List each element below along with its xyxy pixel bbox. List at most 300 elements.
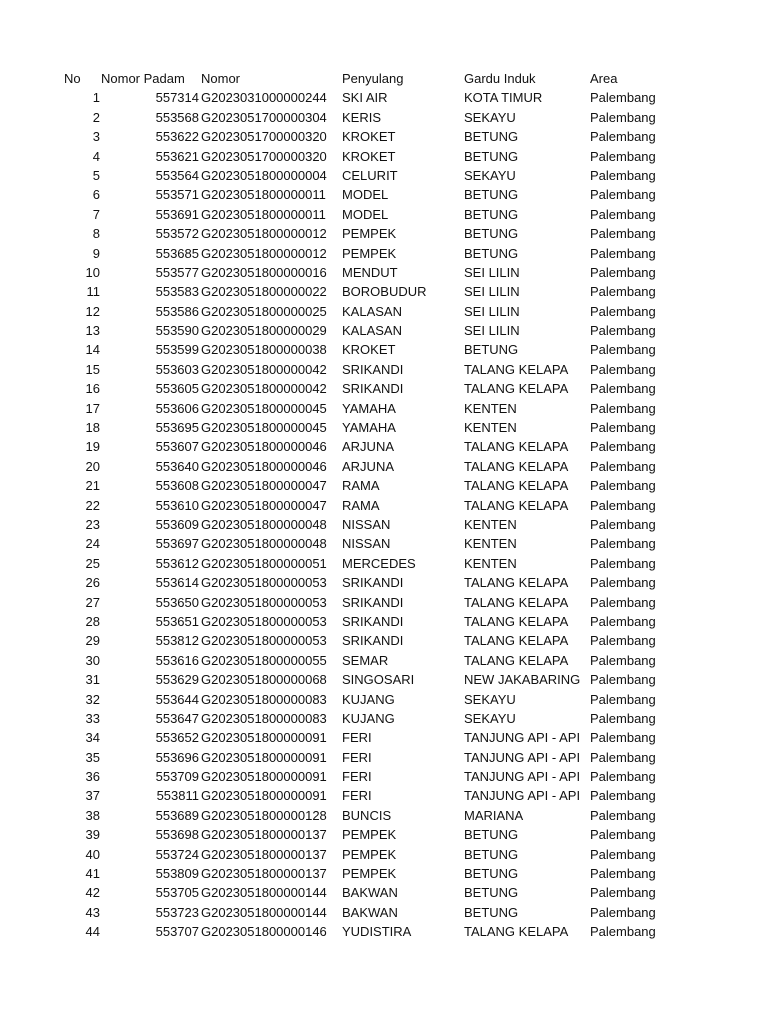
header-nomor-padam: Nomor Padam (101, 71, 185, 86)
cell-no: 16 (85, 381, 100, 397)
cell-gardu-induk: TALANG KELAPA (464, 361, 569, 377)
cell-gardu-induk: TANJUNG API - API (464, 769, 581, 785)
table-row (0, 496, 768, 515)
cell-nomor: G2023051800000016 (201, 264, 327, 280)
cell-gardu-induk: TALANG KELAPA (464, 439, 569, 455)
cell-penyulang: PEMPEK (342, 827, 397, 843)
cell-penyulang: KROKET (342, 148, 396, 164)
cell-area: Palembang (590, 458, 656, 474)
cell-gardu-induk: TALANG KELAPA (464, 613, 569, 629)
cell-no: 39 (85, 827, 100, 843)
table-row (0, 612, 768, 631)
cell-area: Palembang (590, 633, 656, 649)
cell-nomor: G2023051800000038 (201, 342, 327, 358)
cell-no: 1 (92, 90, 100, 106)
cell-nomor: G2023051800000137 (201, 846, 327, 862)
cell-penyulang: BAKWAN (342, 885, 398, 901)
cell-area: Palembang (590, 672, 656, 688)
cell-nomor: G2023051800000029 (201, 323, 327, 339)
cell-nomor: G2023051800000011 (201, 206, 326, 222)
cell-penyulang: SRIKANDI (342, 361, 404, 377)
cell-nomor-padam: 553811 (156, 788, 199, 804)
table-row (0, 748, 768, 767)
cell-no: 10 (85, 264, 100, 280)
cell-area: Palembang (590, 284, 656, 300)
header-gardu-induk: Gardu Induk (464, 71, 536, 86)
cell-nomor-padam: 553640 (155, 458, 199, 474)
cell-area: Palembang (590, 710, 656, 726)
cell-gardu-induk: KENTEN (464, 516, 517, 532)
cell-nomor-padam: 553568 (155, 109, 199, 125)
cell-area: Palembang (590, 478, 656, 494)
cell-nomor-padam: 553621 (155, 148, 199, 164)
table-row (0, 631, 768, 650)
cell-nomor: G2023051800000083 (201, 710, 327, 726)
table-row (0, 457, 768, 476)
cell-nomor: G2023051800000047 (201, 478, 327, 494)
cell-no: 17 (85, 400, 100, 416)
table-row (0, 244, 768, 263)
cell-nomor: G2023051800000091 (201, 749, 327, 765)
cell-nomor: G2023051800000128 (201, 807, 327, 823)
cell-gardu-induk: BETUNG (464, 148, 519, 164)
table-row (0, 340, 768, 359)
cell-nomor-padam: 553705 (155, 885, 199, 901)
outage-table (0, 69, 768, 942)
cell-no: 34 (85, 730, 100, 746)
table-row (0, 166, 768, 185)
cell-area: Palembang (590, 109, 656, 125)
cell-area: Palembang (590, 749, 656, 765)
cell-nomor: G2023051800000004 (201, 167, 327, 183)
cell-gardu-induk: TALANG KELAPA (464, 652, 569, 668)
cell-penyulang: YUDISTIRA (342, 924, 412, 940)
cell-penyulang: KROKET (342, 342, 396, 358)
cell-penyulang: NISSAN (342, 536, 391, 552)
cell-area: Palembang (590, 885, 656, 901)
cell-nomor-padam: 553691 (155, 206, 199, 222)
header-area: Area (590, 71, 618, 86)
cell-gardu-induk: TALANG KELAPA (464, 381, 569, 397)
cell-penyulang: FERI (342, 769, 372, 785)
cell-nomor: G2023051800000022 (201, 284, 327, 300)
table-row (0, 515, 768, 534)
cell-penyulang: YAMAHA (342, 420, 396, 436)
cell-penyulang: MERCEDES (342, 555, 416, 571)
cell-nomor: G2023051800000091 (201, 788, 327, 804)
cell-nomor: G2023051800000011 (201, 187, 326, 203)
cell-nomor: G2023051800000012 (201, 226, 327, 242)
cell-area: Palembang (590, 129, 656, 145)
table-row (0, 883, 768, 902)
cell-no: 38 (85, 807, 100, 823)
cell-penyulang: SRIKANDI (342, 613, 404, 629)
table-row (0, 903, 768, 922)
cell-no: 42 (85, 885, 100, 901)
cell-area: Palembang (590, 904, 656, 920)
cell-nomor-padam: 553809 (155, 866, 199, 882)
table-row (0, 845, 768, 864)
cell-area: Palembang (590, 730, 656, 746)
cell-nomor-padam: 553605 (155, 381, 199, 397)
cell-nomor: G2023051800000091 (201, 769, 327, 785)
table-row (0, 224, 768, 243)
cell-gardu-induk: BETUNG (464, 226, 519, 242)
cell-gardu-induk: KOTA TIMUR (464, 90, 543, 106)
cell-area: Palembang (590, 342, 656, 358)
cell-gardu-induk: TALANG KELAPA (464, 924, 569, 940)
cell-penyulang: BOROBUDUR (342, 284, 427, 300)
cell-nomor-padam: 553647 (155, 710, 199, 726)
cell-nomor-padam: 553607 (155, 439, 199, 455)
header-penyulang: Penyulang (342, 71, 404, 86)
table-row (0, 205, 768, 224)
cell-gardu-induk: KENTEN (464, 420, 517, 436)
cell-area: Palembang (590, 652, 656, 668)
cell-area: Palembang (590, 516, 656, 532)
cell-gardu-induk: TALANG KELAPA (464, 458, 569, 474)
cell-nomor: G2023051800000053 (201, 613, 327, 629)
cell-gardu-induk: NEW JAKABARING (464, 672, 581, 688)
cell-no: 44 (85, 924, 100, 940)
cell-area: Palembang (590, 323, 656, 339)
cell-no: 29 (85, 633, 100, 649)
cell-no: 3 (92, 129, 100, 145)
table-row (0, 670, 768, 689)
cell-area: Palembang (590, 167, 656, 183)
cell-gardu-induk: KENTEN (464, 555, 517, 571)
cell-penyulang: SRIKANDI (342, 575, 404, 591)
cell-nomor-padam: 553606 (155, 400, 199, 416)
cell-no: 22 (85, 497, 100, 513)
cell-area: Palembang (590, 846, 656, 862)
cell-nomor: G2023051800000045 (201, 420, 327, 436)
cell-penyulang: PEMPEK (342, 226, 397, 242)
cell-no: 28 (85, 613, 100, 629)
cell-nomor: G2023051800000051 (201, 555, 327, 571)
cell-area: Palembang (590, 497, 656, 513)
cell-nomor: G2023051800000144 (201, 904, 327, 920)
cell-penyulang: ARJUNA (342, 439, 395, 455)
cell-nomor-padam: 553614 (155, 575, 199, 591)
table-row (0, 147, 768, 166)
cell-area: Palembang (590, 536, 656, 552)
cell-nomor-padam: 553689 (155, 807, 199, 823)
cell-nomor: G2023051800000046 (201, 458, 327, 474)
cell-penyulang: KERIS (342, 109, 382, 125)
cell-nomor: G2023051800000053 (201, 575, 327, 591)
cell-nomor-padam: 553812 (155, 633, 199, 649)
cell-gardu-induk: SEI LILIN (464, 264, 520, 280)
cell-area: Palembang (590, 555, 656, 571)
cell-nomor: G2023051800000053 (201, 633, 327, 649)
cell-gardu-induk: TANJUNG API - API (464, 730, 581, 746)
cell-nomor: G2023051800000012 (201, 245, 327, 261)
cell-nomor-padam: 553564 (155, 167, 199, 183)
cell-penyulang: KALASAN (342, 323, 402, 339)
cell-no: 33 (85, 710, 100, 726)
cell-gardu-induk: SEKAYU (464, 710, 516, 726)
cell-nomor-padam: 553603 (155, 361, 199, 377)
cell-gardu-induk: SEKAYU (464, 691, 516, 707)
cell-nomor: G2023051800000048 (201, 516, 327, 532)
cell-no: 36 (85, 769, 100, 785)
cell-nomor: G2023051800000045 (201, 400, 327, 416)
cell-gardu-induk: BETUNG (464, 342, 519, 358)
cell-no: 18 (85, 420, 100, 436)
cell-nomor-padam: 553685 (155, 245, 199, 261)
cell-area: Palembang (590, 400, 656, 416)
cell-area: Palembang (590, 187, 656, 203)
cell-area: Palembang (590, 575, 656, 591)
cell-nomor: G2023031000000244 (201, 90, 327, 106)
cell-penyulang: FERI (342, 730, 372, 746)
cell-penyulang: KALASAN (342, 303, 402, 319)
cell-no: 31 (85, 672, 100, 688)
cell-no: 26 (85, 575, 100, 591)
cell-nomor-padam: 553622 (155, 129, 199, 145)
cell-no: 37 (85, 788, 100, 804)
cell-penyulang: BUNCIS (342, 807, 392, 823)
cell-no: 15 (85, 361, 100, 377)
cell-gardu-induk: BETUNG (464, 129, 519, 145)
cell-area: Palembang (590, 381, 656, 397)
cell-no: 20 (85, 458, 100, 474)
cell-gardu-induk: SEKAYU (464, 167, 516, 183)
cell-gardu-induk: BETUNG (464, 206, 519, 222)
cell-nomor: G2023051800000046 (201, 439, 327, 455)
cell-area: Palembang (590, 226, 656, 242)
table-row (0, 864, 768, 883)
cell-penyulang: RAMA (342, 478, 380, 494)
table-body (0, 88, 768, 941)
cell-penyulang: MENDUT (342, 264, 398, 280)
cell-nomor: G2023051700000304 (201, 109, 327, 125)
cell-nomor: G2023051700000320 (201, 129, 327, 145)
cell-nomor-padam: 553572 (155, 226, 199, 242)
cell-penyulang: KUJANG (342, 710, 395, 726)
cell-nomor-padam: 553697 (155, 536, 199, 552)
cell-area: Palembang (590, 439, 656, 455)
cell-no: 35 (85, 749, 100, 765)
cell-gardu-induk: TALANG KELAPA (464, 478, 569, 494)
cell-gardu-induk: SEI LILIN (464, 284, 520, 300)
table-row (0, 360, 768, 379)
cell-penyulang: SEMAR (342, 652, 389, 668)
cell-nomor-padam: 553723 (155, 904, 199, 920)
cell-no: 5 (92, 167, 100, 183)
cell-nomor: G2023051800000048 (201, 536, 327, 552)
cell-nomor-padam: 553724 (155, 846, 199, 862)
cell-no: 6 (92, 187, 100, 203)
cell-no: 9 (92, 245, 100, 261)
table-row (0, 418, 768, 437)
cell-no: 12 (85, 303, 100, 319)
cell-area: Palembang (590, 691, 656, 707)
cell-penyulang: MODEL (342, 206, 389, 222)
cell-area: Palembang (590, 827, 656, 843)
cell-nomor-padam: 553696 (155, 749, 199, 765)
cell-nomor-padam: 553650 (155, 594, 199, 610)
cell-penyulang: PEMPEK (342, 846, 397, 862)
cell-penyulang: YAMAHA (342, 400, 396, 416)
table-row (0, 573, 768, 592)
table-row (0, 825, 768, 844)
cell-gardu-induk: BETUNG (464, 885, 519, 901)
cell-nomor-padam: 553652 (155, 730, 199, 746)
cell-penyulang: KROKET (342, 129, 396, 145)
cell-nomor-padam: 553709 (155, 769, 199, 785)
cell-penyulang: CELURIT (342, 167, 398, 183)
cell-gardu-induk: KENTEN (464, 400, 517, 416)
cell-nomor: G2023051800000053 (201, 594, 327, 610)
cell-nomor: G2023051800000083 (201, 691, 327, 707)
cell-gardu-induk: TALANG KELAPA (464, 594, 569, 610)
cell-gardu-induk: BETUNG (464, 827, 519, 843)
cell-penyulang: SKI AIR (342, 90, 388, 106)
cell-gardu-induk: BETUNG (464, 245, 519, 261)
cell-nomor-padam: 553651 (155, 613, 199, 629)
cell-nomor: G2023051800000144 (201, 885, 327, 901)
cell-no: 21 (85, 478, 100, 494)
table-row (0, 476, 768, 495)
cell-penyulang: BAKWAN (342, 904, 398, 920)
cell-gardu-induk: BETUNG (464, 846, 519, 862)
cell-nomor: G2023051800000146 (201, 924, 327, 940)
table-row (0, 302, 768, 321)
cell-area: Palembang (590, 206, 656, 222)
cell-nomor-padam: 553590 (155, 323, 199, 339)
table-row (0, 593, 768, 612)
cell-area: Palembang (590, 361, 656, 377)
cell-gardu-induk: TANJUNG API - API (464, 788, 581, 804)
cell-penyulang: SRIKANDI (342, 594, 404, 610)
cell-nomor-padam: 553644 (155, 691, 199, 707)
table-row (0, 651, 768, 670)
cell-gardu-induk: TALANG KELAPA (464, 497, 569, 513)
cell-no: 2 (92, 109, 100, 125)
table-row (0, 922, 768, 941)
cell-area: Palembang (590, 613, 656, 629)
cell-nomor-padam: 553707 (155, 924, 199, 940)
table-row (0, 282, 768, 301)
table-row (0, 767, 768, 786)
cell-area: Palembang (590, 924, 656, 940)
cell-nomor-padam: 553609 (155, 516, 199, 532)
cell-nomor-padam: 553577 (155, 264, 199, 280)
cell-nomor-padam: 553586 (155, 303, 199, 319)
cell-penyulang: SRIKANDI (342, 381, 404, 397)
cell-penyulang: FERI (342, 749, 372, 765)
cell-gardu-induk: TANJUNG API - API (464, 749, 581, 765)
cell-no: 11 (86, 284, 100, 300)
cell-area: Palembang (590, 90, 656, 106)
table-row (0, 534, 768, 553)
cell-nomor-padam: 553608 (155, 478, 199, 494)
cell-gardu-induk: TALANG KELAPA (464, 633, 569, 649)
cell-no: 24 (85, 536, 100, 552)
cell-gardu-induk: SEKAYU (464, 109, 516, 125)
cell-area: Palembang (590, 788, 656, 804)
table-row (0, 728, 768, 747)
cell-nomor: G2023051800000137 (201, 827, 327, 843)
table-row (0, 806, 768, 825)
cell-penyulang: FERI (342, 788, 372, 804)
cell-gardu-induk: SEI LILIN (464, 303, 520, 319)
cell-area: Palembang (590, 420, 656, 436)
table-row (0, 379, 768, 398)
cell-gardu-induk: MARIANA (464, 807, 524, 823)
cell-no: 27 (85, 594, 100, 610)
cell-nomor: G2023051800000025 (201, 303, 327, 319)
cell-no: 14 (85, 342, 100, 358)
cell-no: 25 (85, 555, 100, 571)
table-row (0, 690, 768, 709)
cell-nomor: G2023051700000320 (201, 148, 327, 164)
cell-penyulang: NISSAN (342, 516, 391, 532)
cell-nomor-padam: 553610 (155, 497, 199, 513)
cell-nomor: G2023051800000042 (201, 361, 327, 377)
cell-nomor-padam: 557314 (155, 90, 199, 106)
cell-area: Palembang (590, 264, 656, 280)
cell-nomor-padam: 553629 (155, 672, 199, 688)
cell-no: 4 (92, 148, 100, 164)
cell-nomor-padam: 553599 (155, 342, 199, 358)
cell-gardu-induk: SEI LILIN (464, 323, 520, 339)
cell-area: Palembang (590, 148, 656, 164)
cell-area: Palembang (590, 303, 656, 319)
table-row (0, 127, 768, 146)
cell-gardu-induk: BETUNG (464, 866, 519, 882)
cell-penyulang: MODEL (342, 187, 389, 203)
cell-area: Palembang (590, 594, 656, 610)
cell-no: 43 (85, 904, 100, 920)
cell-nomor: G2023051800000137 (201, 866, 327, 882)
header-row (0, 69, 768, 88)
cell-gardu-induk: BETUNG (464, 904, 519, 920)
cell-nomor-padam: 553695 (155, 420, 199, 436)
cell-nomor: G2023051800000042 (201, 381, 327, 397)
table-row (0, 437, 768, 456)
header-nomor: Nomor (201, 71, 241, 86)
table-row (0, 321, 768, 340)
table-row (0, 263, 768, 282)
cell-area: Palembang (590, 866, 656, 882)
table-row (0, 108, 768, 127)
cell-no: 13 (85, 323, 100, 339)
cell-gardu-induk: BETUNG (464, 187, 519, 203)
cell-penyulang: ARJUNA (342, 458, 395, 474)
cell-gardu-induk: TALANG KELAPA (464, 575, 569, 591)
cell-no: 19 (85, 439, 100, 455)
table-row (0, 399, 768, 418)
cell-nomor: G2023051800000068 (201, 672, 327, 688)
cell-penyulang: PEMPEK (342, 245, 397, 261)
cell-penyulang: RAMA (342, 497, 380, 513)
table-row (0, 88, 768, 107)
cell-penyulang: SRIKANDI (342, 633, 404, 649)
cell-nomor-padam: 553583 (155, 284, 199, 300)
header-no: No (64, 71, 81, 86)
cell-nomor-padam: 553571 (155, 187, 199, 203)
cell-no: 30 (85, 652, 100, 668)
table-row (0, 554, 768, 573)
cell-no: 7 (92, 206, 100, 222)
cell-nomor-padam: 553698 (155, 827, 199, 843)
cell-area: Palembang (590, 245, 656, 261)
table-row (0, 185, 768, 204)
cell-area: Palembang (590, 807, 656, 823)
